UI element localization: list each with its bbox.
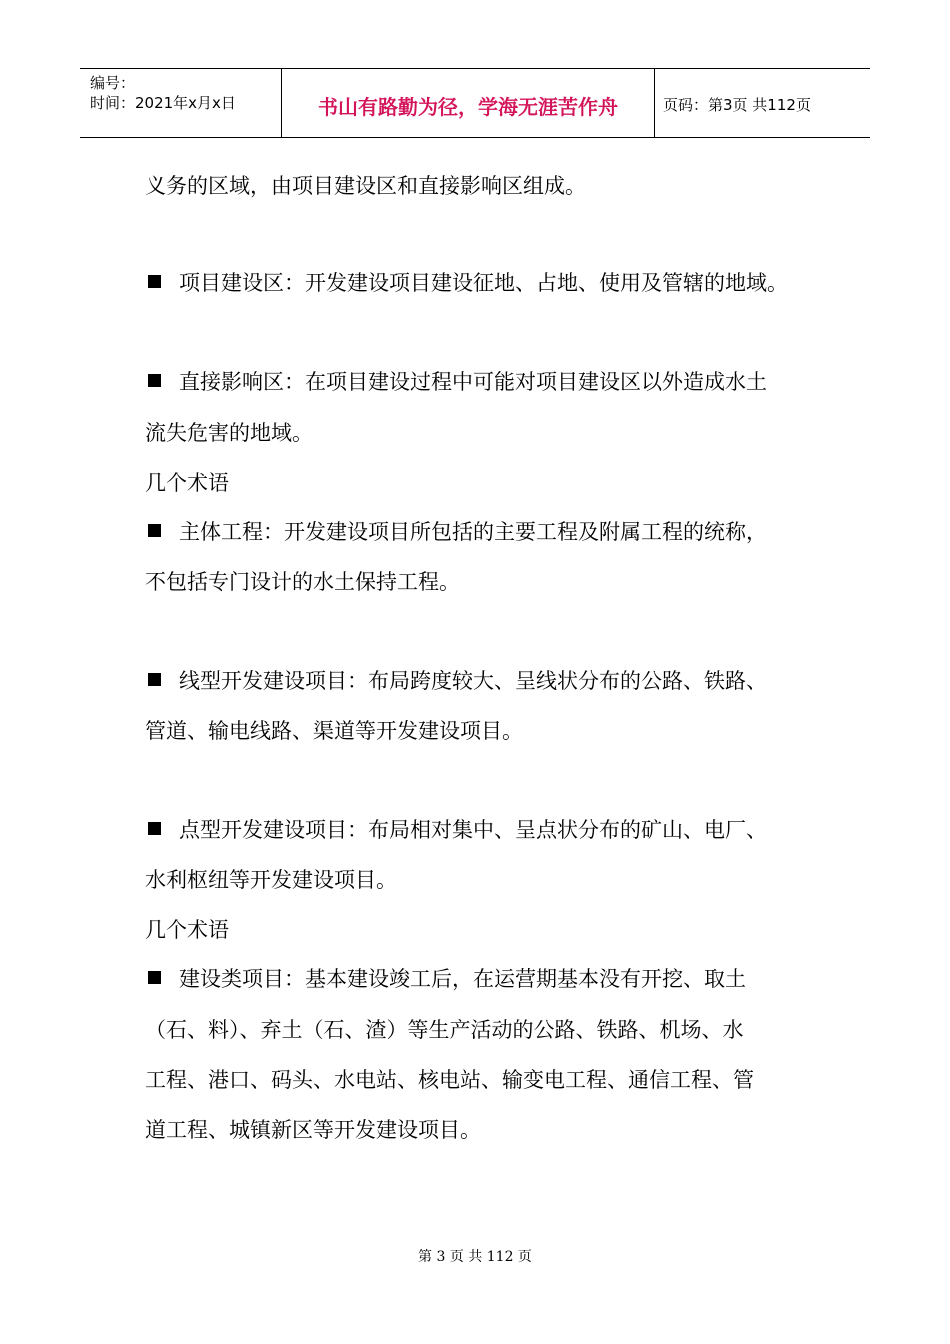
bullet-item: 线型开发建设项目：布局跨度较大、呈线状分布的公路、铁路、 xyxy=(145,671,767,692)
header-meta-cell xyxy=(80,69,282,137)
bullet-square-icon xyxy=(148,524,161,537)
body-line: 不包括专门设计的水土保持工程。 xyxy=(145,570,460,594)
bullet-square-icon xyxy=(148,275,161,288)
page-footer: 第 3 页 共 112 页 xyxy=(418,1249,532,1265)
header-motto-cell xyxy=(282,69,655,137)
body-line: 义务的区域，由项目建设区和直接影响区组成。 xyxy=(145,174,586,198)
body-line: 水利枢纽等开发建设项目。 xyxy=(145,868,397,892)
section-heading: 几个术语 xyxy=(145,471,229,495)
header-page-info: 页码：第3页 共112页 xyxy=(663,96,811,114)
body-line: 流失危害的地域。 xyxy=(145,421,313,445)
body-line: 管道、输电线路、渠道等开发建设项目。 xyxy=(145,719,523,743)
bullet-square-icon xyxy=(148,374,161,387)
bullet-item: 点型开发建设项目：布局相对集中、呈点状分布的矿山、电厂、 xyxy=(145,820,767,841)
section-heading: 几个术语 xyxy=(145,918,229,942)
time-label: 时间：2021年x月x日 xyxy=(90,94,236,112)
document-header xyxy=(80,68,870,138)
bullet-item: 建设类项目：基本建设竣工后，在运营期基本没有开挖、取土 xyxy=(145,969,746,990)
body-line: 道工程、城镇新区等开发建设项目。 xyxy=(145,1118,481,1142)
body-line: （石、料）、弃土（石、渣）等生产活动的公路、铁路、机场、水 xyxy=(145,1018,744,1042)
bullet-item: 主体工程：开发建设项目所包括的主要工程及附属工程的统称， xyxy=(145,522,767,543)
body-line: 工程、港口、码头、水电站、核电站、输变电工程、通信工程、管 xyxy=(145,1068,754,1092)
bullet-square-icon xyxy=(148,971,161,984)
bullet-item: 直接影响区：在项目建设过程中可能对项目建设区以外造成水土 xyxy=(145,372,767,393)
bullet-square-icon xyxy=(148,822,161,835)
bullet-item: 项目建设区：开发建设项目建设征地、占地、使用及管辖的地域。 xyxy=(145,273,788,294)
bullet-square-icon xyxy=(148,673,161,686)
header-page-cell xyxy=(655,69,870,137)
header-motto: 书山有路勤为径，学海无涯苦作舟 xyxy=(318,95,618,119)
serial-label: 编号： xyxy=(90,74,136,92)
